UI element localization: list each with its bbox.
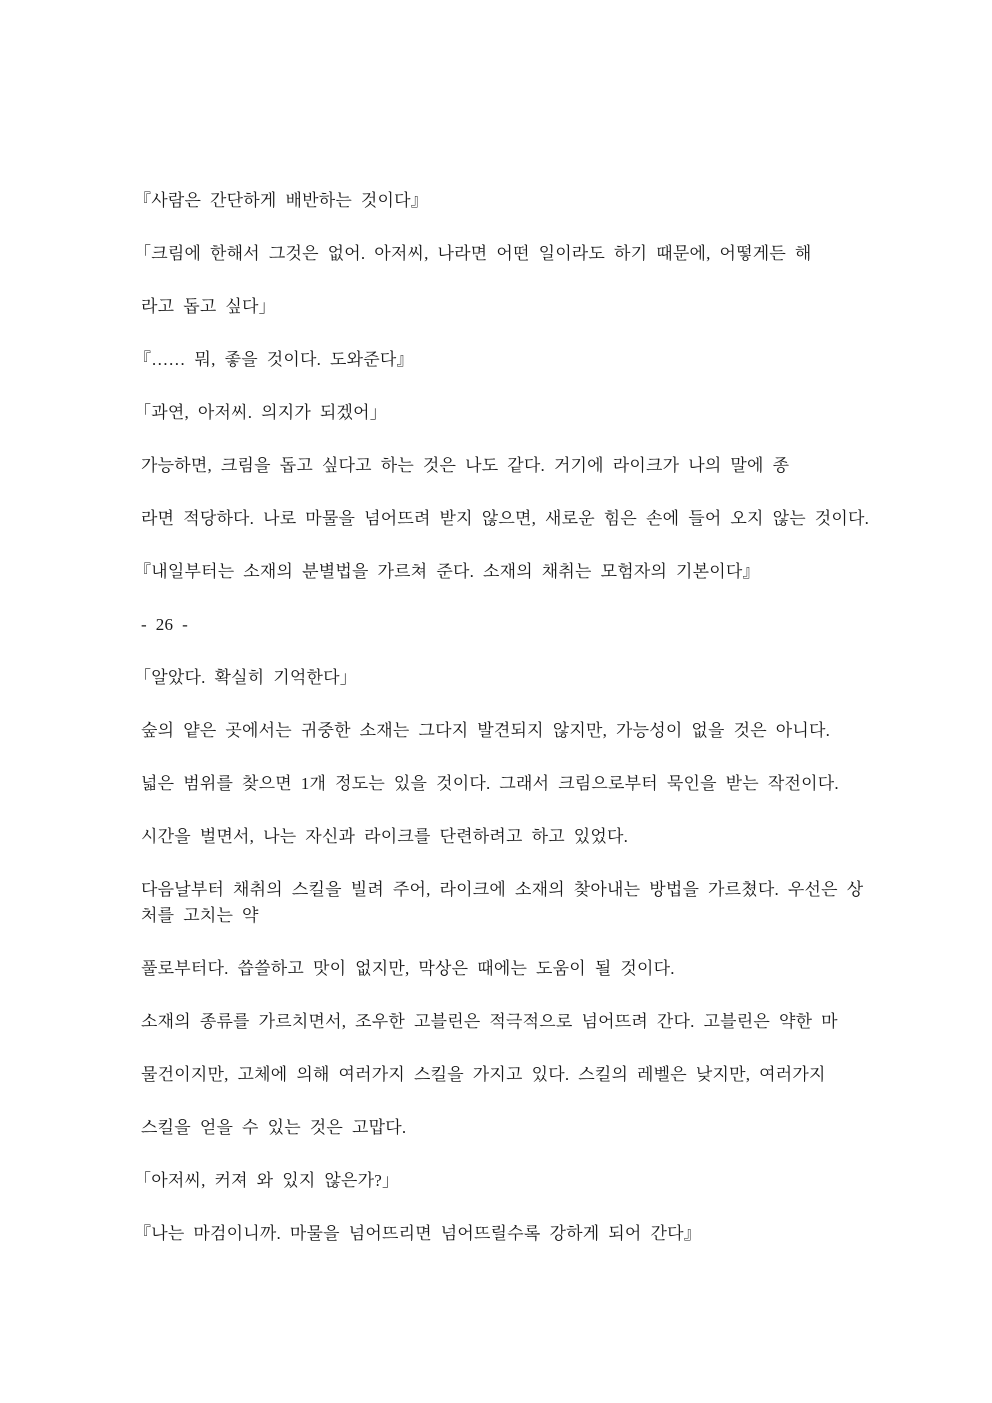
narration-line: 소재의 종류를 가르치면서, 조우한 고블린은 적극적으로 넘어뜨려 간다. 고블린은 약한 마 (141, 1012, 838, 1031)
dialogue-line: 『내일부터는 소재의 분별법을 가르쳐 준다. 소재의 채취는 모험자의 기본이다』 (134, 562, 760, 581)
dialogue-line: 『…… 뭐, 좋을 것이다. 도와준다』 (134, 350, 414, 369)
narration-line: 라면 적당하다. 나로 마물을 넘어뜨려 받지 않으면, 새로운 힘은 손에 들어 오지 않는 것이다. (141, 509, 870, 528)
narration-line: 다음날부터 채취의 스킬을 빌려 주어, 라이크에 소재의 찾아내는 방법을 가르쳤다. 우선은 상 (141, 880, 864, 899)
narration-line: 가능하면, 크림을 돕고 싶다고 하는 것은 나도 같다. 거기에 라이크가 나의 말에 종 (141, 456, 790, 475)
narration-line: 처를 고치는 약 (141, 906, 259, 925)
dialogue-line: 「알았다. 확실히 기억한다」 (134, 668, 357, 687)
dialogue-line: 『사람은 간단하게 배반하는 것이다』 (134, 191, 428, 210)
dialogue-line: 「크림에 한해서 그것은 없어. 아저씨, 나라면 어떤 일이라도 하기 때문에, 어떻게든 해 (134, 244, 812, 263)
narration-line: 넓은 범위를 찾으면 1개 정도는 있을 것이다. 그래서 크림으로부터 묵인을 받는 작전이다. (141, 774, 839, 793)
dialogue-line: 라고 돕고 싶다」 (141, 297, 276, 316)
narration-line: 스킬을 얻을 수 있는 것은 고맙다. (141, 1118, 407, 1137)
narration-line: 물건이지만, 고체에 의해 여러가지 스킬을 가지고 있다. 스킬의 레벨은 낮지만, 여러가지 (141, 1065, 826, 1084)
dialogue-line: 「과연, 아저씨. 의지가 되겠어」 (134, 403, 387, 422)
narration-line: 시간을 벌면서, 나는 자신과 라이크를 단련하려고 하고 있었다. (141, 827, 629, 846)
dialogue-line: 『나는 마검이니까. 마물을 넘어뜨리면 넘어뜨릴수록 강하게 되어 간다』 (134, 1224, 701, 1243)
dialogue-line: 「아저씨, 커져 와 있지 않은가?」 (134, 1171, 400, 1190)
narration-line: 숲의 얕은 곳에서는 귀중한 소재는 그다지 발견되지 않지만, 가능성이 없을 것은 아니다. (141, 721, 831, 740)
page-number: - 26 - (141, 615, 189, 634)
narration-line: 풀로부터다. 씁쓸하고 맛이 없지만, 막상은 때에는 도움이 될 것이다. (141, 959, 675, 978)
